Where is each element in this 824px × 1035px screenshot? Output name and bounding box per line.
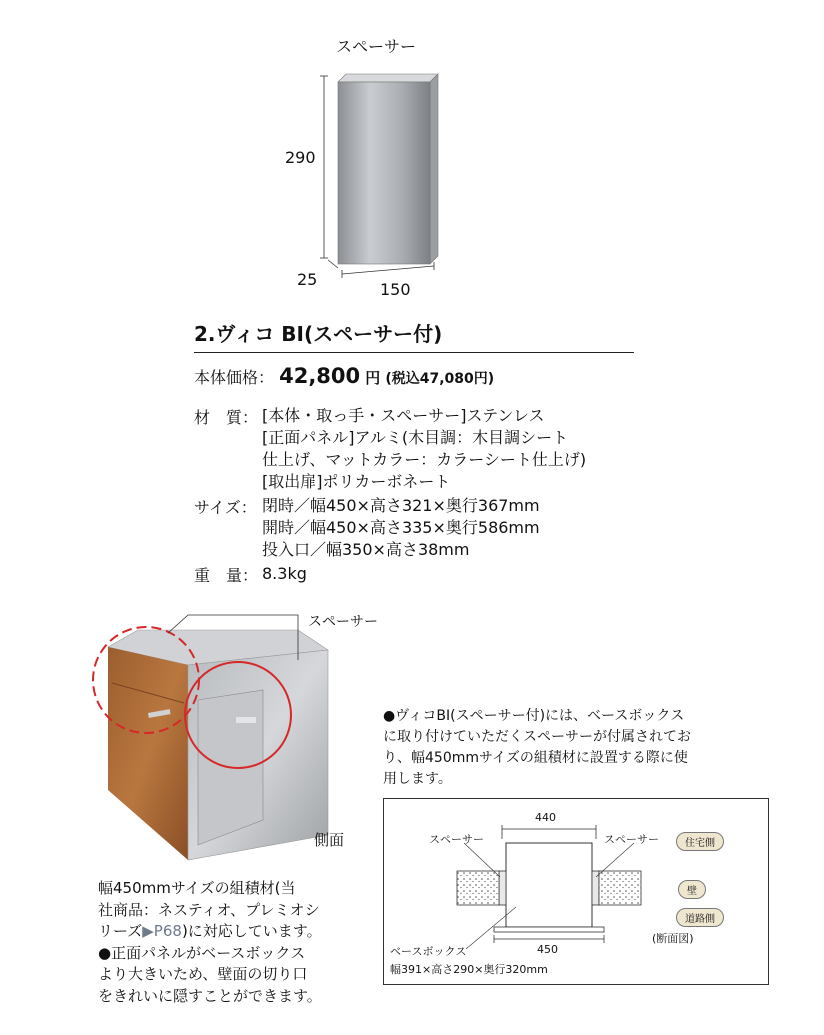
price-tax: (税込47,080円) <box>385 371 495 387</box>
weight-label: 重 量： <box>194 566 259 585</box>
diagram-bottom-dimension: 450 <box>537 943 558 956</box>
material-line: [取出扉]ポリカーボネート <box>262 472 451 491</box>
left-note-line: 社商品：ネスティオ、プレミオシ <box>98 900 320 919</box>
dimension-height: 290 <box>285 148 316 167</box>
left-note-line: ●正面パネルがベースボックス <box>98 943 306 962</box>
diagram-section-label: (断面図) <box>652 932 694 945</box>
spacer-figure-caption: スペーサー <box>336 37 417 56</box>
size-line: 開時／幅450×高さ335×奥行586mm <box>262 518 540 537</box>
left-note-line <box>98 921 378 943</box>
diagram-spacer-left-label: スペーサー <box>429 833 484 846</box>
product-title: 2.ヴィコ BI(スペーサー付) <box>194 322 443 346</box>
material-label: 材 質： <box>194 408 259 427</box>
diagram-base-box-label: ベースボックス <box>390 945 467 958</box>
left-note-line: 幅450mmサイズの組積材(当 <box>98 879 296 897</box>
size-label: サイズ： <box>194 498 257 517</box>
left-note-text: リーズ <box>98 922 143 940</box>
left-note <box>98 878 378 1007</box>
page-reference-link[interactable]: ▶P68 <box>142 922 182 940</box>
legend-road-side: 道路側 <box>676 908 724 927</box>
right-note <box>383 706 763 790</box>
material-line: [本体・取っ手・スペーサー]ステンレス <box>262 406 545 425</box>
title-divider <box>194 352 634 353</box>
weight-value: 8.3kg <box>262 564 307 583</box>
left-note-text: )に対応しています。 <box>181 922 322 940</box>
legend-house-side: 住宅側 <box>676 832 724 851</box>
price-value: 42,800 <box>279 364 361 388</box>
size-line: 閉時／幅450×高さ321×奥行367mm <box>262 496 540 515</box>
right-note-line: に取り付けていただくスペーサーが付属されてお <box>383 729 691 745</box>
diagram-top-dimension: 440 <box>535 811 556 824</box>
size-line: 投入口／幅350×高さ38mm <box>262 540 470 559</box>
material-line: 仕上げ、マットカラー：カラーシート仕上げ) <box>262 450 587 469</box>
price-label: 本体価格： <box>194 368 275 387</box>
material-line: [正面パネル]アルミ(木目調：木目調シート <box>262 428 569 447</box>
diagram-base-box-size: 幅391×高さ290×奥行320mm <box>390 963 548 976</box>
right-note-line: 用します。 <box>383 771 452 787</box>
dimension-depth: 25 <box>297 270 318 289</box>
diagram-spacer-right-label: スペーサー <box>604 833 659 846</box>
left-note-line: をきれいに隠すことができます。 <box>98 986 322 1005</box>
right-note-line: ●ヴィコBI(スペーサー付)には、ベースボックス <box>383 708 685 724</box>
dimension-width: 150 <box>380 280 411 299</box>
legend-wall: 壁 <box>678 880 706 899</box>
left-note-line: より大きいため、壁面の切り口 <box>98 965 308 983</box>
photo-side-label: 側面 <box>314 831 345 849</box>
price-row <box>194 364 494 388</box>
price-unit: 円 <box>365 369 381 387</box>
section-diagram <box>383 798 769 985</box>
spacer-product-image <box>300 60 460 300</box>
photo-spacer-callout: スペーサー <box>308 614 378 630</box>
right-note-line: り、幅450mmサイズの組積材に設置する際に使 <box>383 750 688 766</box>
